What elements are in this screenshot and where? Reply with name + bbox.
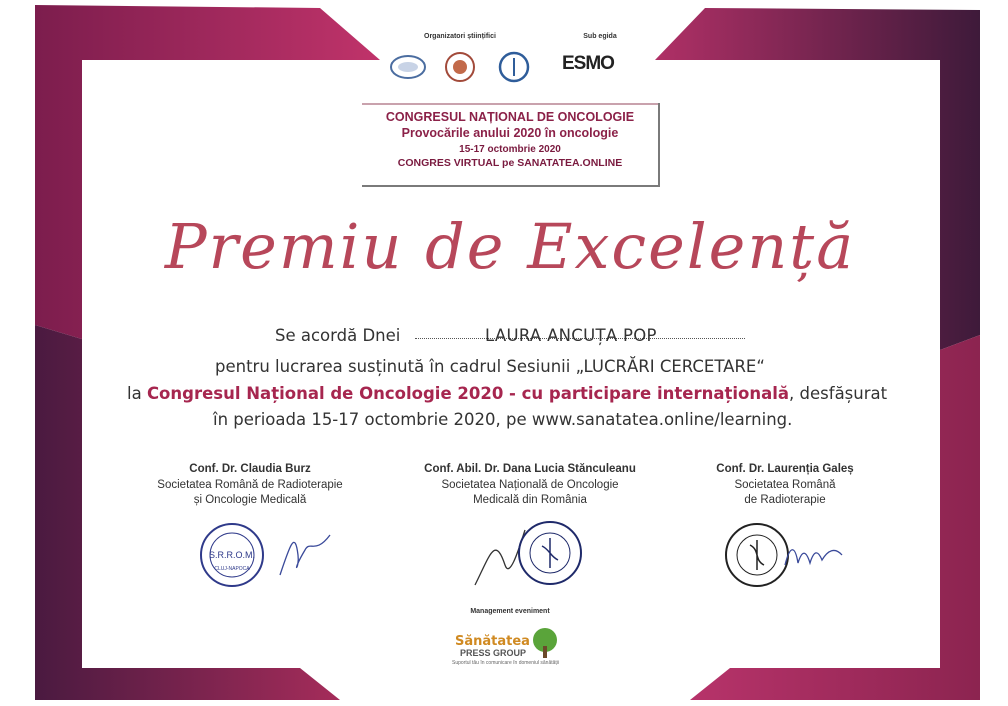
award-period-line: în perioada 15-17 octombrie 2020, pe www.sanatatea.online/learning. <box>213 410 793 429</box>
signatory-2-org-line2: Medicală din România <box>473 494 587 507</box>
signatory-1-org-line2: și Oncologie Medicală <box>193 494 307 507</box>
snomr-stamp-icon <box>510 518 590 588</box>
congress-info-box <box>362 103 660 187</box>
snomr-logo-icon <box>443 50 477 84</box>
srrom-stamp-icon <box>195 520 275 590</box>
press-tagline: Suportul tău în comunicare în domeniul sănătății <box>452 660 560 666</box>
award-congress-prefix: la <box>127 384 142 403</box>
signatory-2 <box>410 462 650 509</box>
tree-logo-icon <box>528 626 562 660</box>
award-session-line: pentru lucrarea susținută în cadrul Sesiunii „LUCRĂRI CERCETARE“ <box>215 357 765 376</box>
esmo-logo-text: ESMO <box>562 53 614 74</box>
signatory-2-name: Conf. Abil. Dr. Dana Lucia Stănculeanu <box>424 463 636 475</box>
management-label: Management eveniment <box>470 608 550 615</box>
srr-logo-icon <box>497 50 531 84</box>
srrom-stamp-text: S.R.R.O.M. <box>208 550 256 560</box>
esmo-logo <box>562 53 632 77</box>
patronage-label: Sub egida <box>583 33 617 40</box>
signatory-1-org-line1: Societatea Română de Radioterapie <box>157 478 343 491</box>
signatory-2-org-line1: Societatea Națională de Oncologie <box>441 478 619 491</box>
award-prefix: Se acordă Dnei <box>275 326 401 345</box>
organizers-label: Organizatori științifici <box>424 33 496 40</box>
award-congress-accent: Congresul Național de Oncologie 2020 - cu participare internațională <box>146 384 790 403</box>
signatory-3 <box>690 462 880 509</box>
signature-3-icon <box>780 535 850 575</box>
congress-dates: 15-17 octombrie 2020 <box>459 144 561 156</box>
press-group: PRESS GROUP <box>460 648 527 658</box>
congress-theme: Provocările anului 2020 în oncologie <box>401 125 619 140</box>
award-congress-line <box>127 384 887 403</box>
press-name: Sănătatea <box>455 634 530 649</box>
srrom-logo-icon <box>388 52 428 82</box>
signature-1-icon <box>270 525 340 585</box>
signatory-1 <box>150 462 350 509</box>
srrom-stamp-city: CLUJ-NAPOCA <box>214 566 250 572</box>
congress-name: CONGRESUL NAȚIONAL DE ONCOLOGIE <box>385 110 635 124</box>
signatory-1-name: Conf. Dr. Claudia Burz <box>189 463 311 475</box>
signatory-3-org-line1: Societatea Română <box>734 478 836 491</box>
certificate-title: Premiu de Excelență <box>164 210 856 283</box>
recipient-name: LAURA ANCUȚA POP <box>485 326 657 345</box>
signatory-3-name: Conf. Dr. Laurenția Galeș <box>716 463 854 475</box>
congress-format: CONGRES VIRTUAL pe SANATATEA.ONLINE <box>397 156 623 169</box>
award-congress-suffix: , desfășurat <box>789 384 888 403</box>
signatory-3-org-line2: de Radioterapie <box>744 494 826 507</box>
